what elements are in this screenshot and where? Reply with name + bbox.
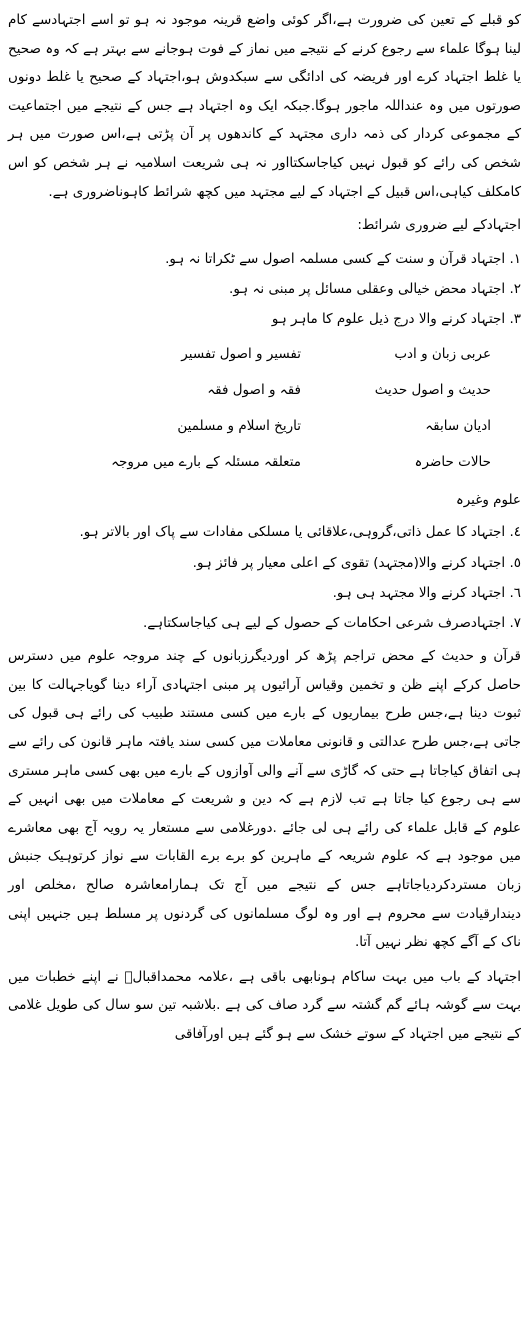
paragraph-ijtihad-history: اجتہاد کے باب میں بہت ساکام ہونابھی باقی ہے ،علامہ محمداقبالؒ نے اپنے خطبات میں بہت سے گوشہ ہائے گم گشتہ سے گرد صاف کی ہے .بلاشبہ تین سو سال کی طویل غلامی کے نتیجے میں اجتہاد کے سوتے خشک سے ہو گئے ہیں اورآفاقی (8, 968, 521, 1042)
subjects-row (8, 336, 521, 372)
condition-item-1 (8, 244, 521, 274)
condition-text: اجتہاد قرآن و سنت کے کسی مسلمہ اصول سے ٹکراتا نہ ہو. (165, 251, 506, 268)
condition-number: ٤. (509, 524, 521, 541)
condition-text: اجتہاد کا عمل ذاتی،گروہی،علاقائی یا مسلکی مفادات سے پاک اور بالاتر ہو. (79, 524, 506, 541)
condition-text: اجتہاد کرنے والا(مجتہد) تقوی کے اعلی معیار پر فائز ہو. (192, 555, 506, 572)
condition-text: اجتہاد محض خیالی وعقلی مسائل پر مبنی نہ ہو. (229, 281, 506, 298)
subjects-table (8, 336, 521, 480)
condition-item-3 (8, 304, 521, 334)
condition-number: ٥. (509, 555, 521, 572)
condition-text: اجتہاد کرنے والا مجتہد ہی ہو. (332, 585, 506, 602)
condition-item-4 (8, 516, 521, 548)
condition-number: ٢. (509, 281, 521, 298)
subjects-row (8, 408, 521, 444)
paragraph-opening: کو قبلے کے تعین کی ضرورت ہے،اگر کوئی واضع قرینہ موجود نہ ہو تو اسے اجتہادسے کام لینا ہوگا علماء سے رجوع کرنے کے نتیجے میں نماز کے فوت ہوجانے سے بہتر ہے کہ وہ صحیح یا غلط اجتہاد کرے اور فریضہ کی ادائگی سے سبکدوش ہو،اجتہاد کے صحیح یا غلط دونوں صورتوں میں وہ عنداللہ ماجور ہوگا.جبکہ ایک وہ اجتہاد ہے جس کے نتیجے میں اجتماعیت کے مجموعی کردار کی ذمہ داری مجتہد کے کاندھوں پر آن پڑتی ہے،اس صورت میں ہر شخص کی رائے کو قبول نہیں کیاجاسکتااور نہ ہی شریعت اسلامیہ نے ہر شخص کو اس کامکلف کیاہی،اس قبیل کے اجتہاد کے لیے مجتہد میں کچھ شرائط کاہوناضروری ہے. (8, 12, 521, 200)
subject-cell: تفسیر و اصول تفسیر (181, 346, 301, 363)
subjects-row (8, 444, 521, 480)
condition-text: اجتہاد کرنے والا درج ذیل علوم کا ماہر ہو (271, 311, 506, 328)
paragraph-ijtihad-qualification: قرآن و حدیث کے محض تراجم پڑھ کر اوردیگرزبانوں کے چند مروجہ علوم میں دسترس حاصل کرکے اپنے ظن و تخمین وقیاس آرائیوں پر مبنی اجتہادی آراء دینا گویاجہالت کا بین ثبوت دینا ہے،جس طرح بیماریوں کے بارے میں کسی مستند طبیب کی رائے ہی قبول کی جاتی ہے،جس طرح عدالتی و قانونی معاملات میں کسی سند یافتہ ماہر قانون کی رائے سے ہی اتفاق کیاجاتا ہے حتی کہ گاڑی سے آنے والی آوازوں کے بارے میں بھی کسی ماہر مستری سے ہی رجوع کیا جاتا ہے تب لازم ہے کہ دین و شریعت کے معاملات میں بھی انہیں کے علوم کے قابل علماء کی رائے ہی لی جائے .دورغلامی سے مستعار یہ رویہ آج بھی معاشرے میں موجود ہے کہ علوم شریعہ کے ماہرین کو برے برے القابات سے نواز کرتوہیک جنبش زبان مستردکردیاجاتاہے جس کے نتیجے میں آج تک ہمارامعاشرہ صالح ،مخلص اور دیندارقیادت سے محروم ہے اور وہ لوگ مسلمانوں کی گردنوں پر مسلط ہیں جنہیں اپنی ناک کے آگے کچھ نظر نہیں آتا. (8, 648, 521, 951)
subjects-row (8, 372, 521, 408)
subjects-tail: علوم وغیرہ (455, 492, 521, 509)
condition-item-6 (8, 578, 521, 608)
condition-item-7 (8, 608, 521, 638)
condition-number: ١. (509, 251, 521, 268)
subject-cell: حدیث و اصول حدیث (374, 382, 491, 399)
condition-item-2 (8, 274, 521, 304)
subject-cell: فقہ و اصول فقہ (207, 382, 301, 399)
subject-cell: حالات حاضرہ (414, 454, 491, 471)
subject-cell: ادیان سابقہ (425, 418, 491, 435)
condition-number: ٣. (509, 311, 521, 328)
conditions-list-continued (8, 516, 521, 638)
conditions-list (8, 244, 521, 334)
conditions-heading: اجتہادکے لیے ضروری شرائط: (357, 217, 521, 234)
subject-cell: عربی زبان و ادب (394, 346, 491, 363)
condition-text: اجتہادصرف شرعی احکامات کے حصول کے لیے ہی کیاجاسکتاہے. (143, 615, 506, 632)
condition-number: ٦. (509, 585, 521, 602)
condition-number: ٧. (509, 615, 521, 632)
condition-item-5 (8, 548, 521, 578)
subject-cell: متعلقہ مسئلہ کے بارے میں مروجہ (111, 454, 301, 471)
subject-cell: تاریخ اسلام و مسلمین (177, 418, 301, 435)
